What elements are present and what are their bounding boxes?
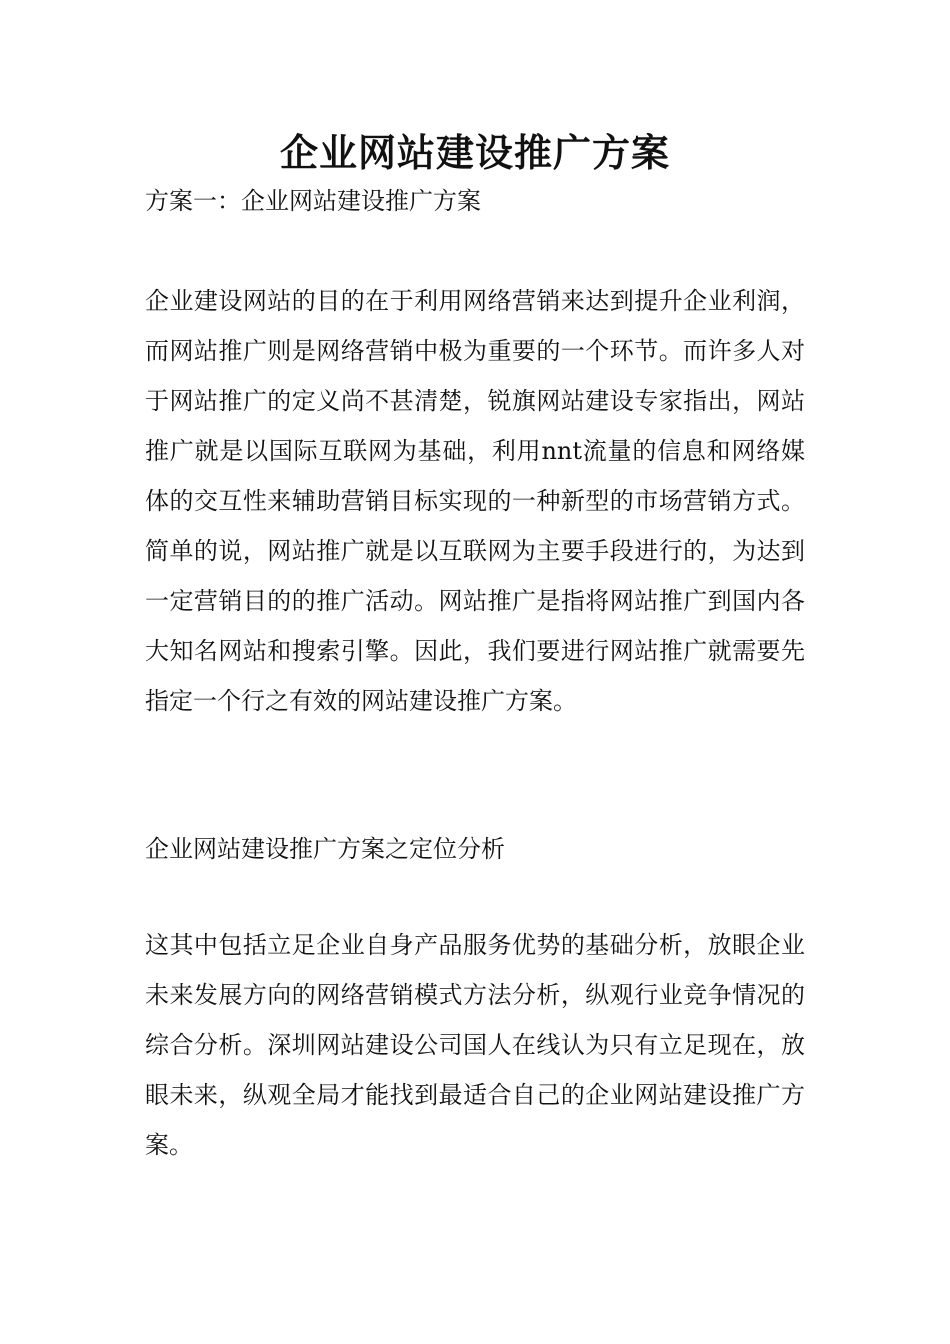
intro-paragraph: 企业建设网站的目的在于利用网络营销来达到提升企业利润，而网站推广则是网络营销中极为重要的一个环节。而许多人对于网站推广的定义尚不甚清楚，锐旗网站建设专家指出，网站推广就是以国际互联网为基础，利用nnt流量的信息和网络媒体的交互性来辅助营销目标实现的一种新型的市场营销方式。简单的说，网站推广就是以互联网为主要手段进行的，为达到一定营销目的的推广活动。网站推广是指将网站推广到国内各大知名网站和搜索引擎。因此，我们要进行网站推广就需要先指定一个行之有效的网站建设推广方案。 (145, 287, 805, 715)
section-heading: 企业网站建设推广方案之定位分析 (145, 835, 505, 863)
document-subtitle: 方案一：企业网站建设推广方案 (145, 187, 481, 215)
positioning-paragraph: 这其中包括立足企业自身产品服务优势的基础分析，放眼企业未来发展方向的网络营销模式方法分析，纵观行业竞争情况的综合分析。深圳网站建设公司国人在线认为只有立足现在，放眼未来，纵观全局才能找到最适合自己的企业网站建设推广方案。 (145, 931, 805, 1159)
document-title: 企业网站建设推广方案 (279, 130, 670, 175)
